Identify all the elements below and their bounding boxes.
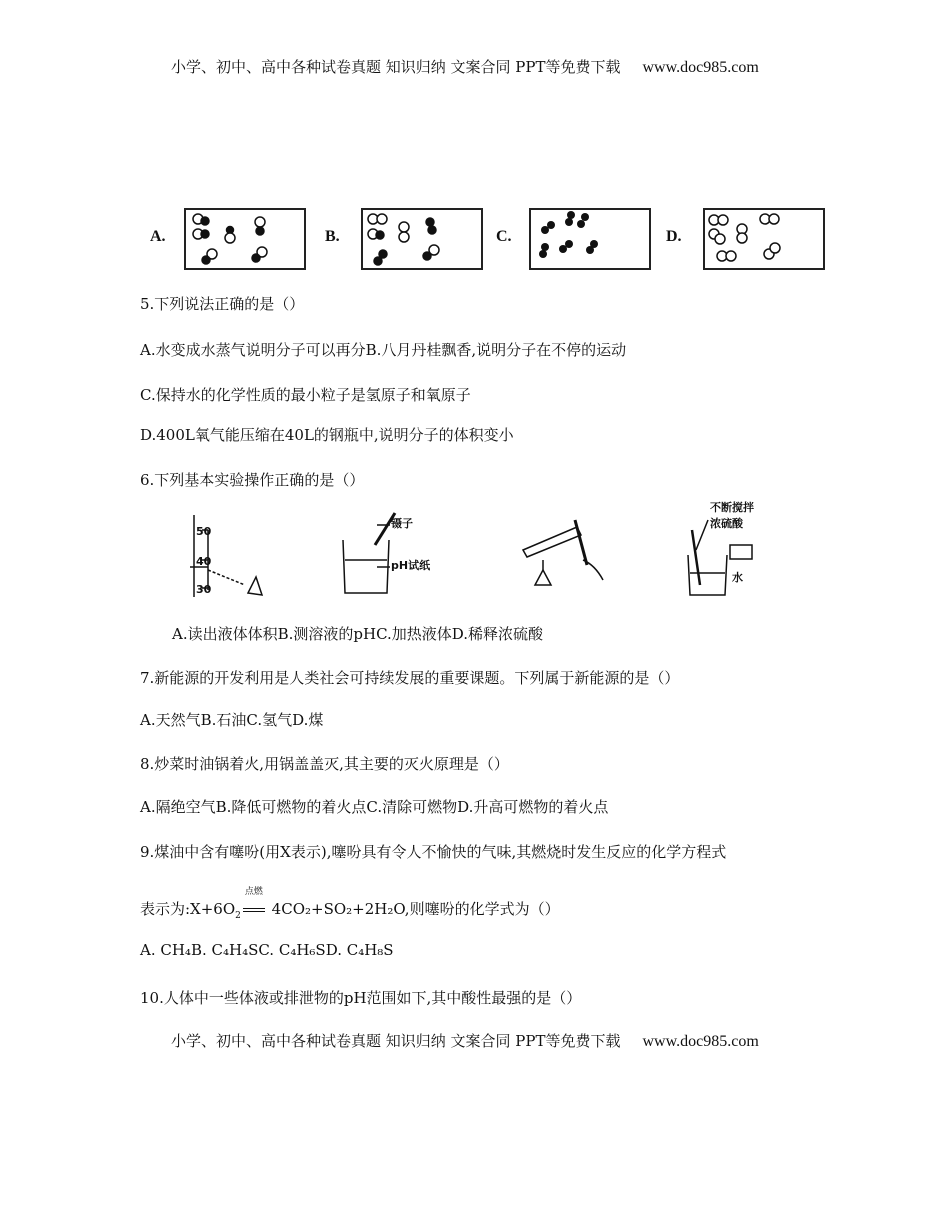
tick-30: 30 bbox=[196, 583, 212, 596]
question-9-options: A. CH₄B. C₄H₄SC. C₄H₆SD. C₄H₈S bbox=[140, 941, 394, 959]
tick-50: 50 bbox=[196, 525, 212, 538]
header-url[interactable]: www.doc985.com bbox=[642, 59, 759, 76]
tweezers-label: 镊子 bbox=[391, 517, 413, 530]
equation-question: 则噻吩的化学式为（） bbox=[409, 900, 560, 918]
page-header bbox=[171, 56, 759, 77]
heating-liquid-figure bbox=[515, 505, 615, 600]
ph-paper-label: pH试纸 bbox=[391, 559, 431, 572]
stir-label: 不断搅拌 bbox=[710, 501, 754, 514]
question-6-options: A.读出液体体积B.测溶液的pHC.加热液体D.稀释浓硫酸 bbox=[172, 625, 544, 643]
diluting-acid-figure bbox=[680, 501, 790, 600]
equation-reactants: 表示为:X+6O bbox=[140, 900, 236, 918]
reaction-arrow bbox=[241, 887, 267, 918]
molecule-diagram-b bbox=[361, 208, 483, 270]
question-6-stem: 6.下列基本实验操作正确的是（） bbox=[140, 471, 365, 489]
footer-text: 小学、初中、高中各种试卷真题 知识归纳 文案合同 PPT等免费下载 bbox=[171, 1032, 621, 1050]
question-5-stem: 5.下列说法正确的是（） bbox=[140, 295, 305, 313]
question-7-options: A.天然气B.石油C.氢气D.煤 bbox=[140, 711, 324, 729]
graduated-cylinder-figure bbox=[190, 505, 270, 600]
equation-products: 4CO₂+SO₂+2H₂O, bbox=[271, 900, 410, 918]
acid-label: 浓硫酸 bbox=[710, 517, 743, 530]
question-8-options: A.隔绝空气B.降低可燃物的着火点C.清除可燃物D.升高可燃物的着火点 bbox=[140, 798, 609, 816]
option-b-label: B. bbox=[325, 228, 340, 245]
tick-40: 40 bbox=[196, 555, 212, 568]
option-a-label: A. bbox=[150, 228, 166, 245]
option-d-label: D. bbox=[666, 228, 682, 245]
question-5-option-d: D.400L氧气能压缩在40L的钢瓶中,说明分子的体积变小 bbox=[140, 426, 514, 444]
page-footer bbox=[171, 1030, 759, 1051]
molecule-diagram-a bbox=[184, 208, 306, 270]
header-text: 小学、初中、高中各种试卷真题 知识归纳 文案合同 PPT等免费下载 bbox=[171, 58, 621, 76]
question-10-stem: 10.人体中一些体液或排泄物的pH范围如下,其中酸性最强的是（） bbox=[140, 989, 582, 1007]
question-5-options-ab: A.水变成水蒸气说明分子可以再分B.八月丹桂飘香,说明分子在不停的运动 bbox=[140, 341, 627, 359]
question-9-stem: 9.煤油中含有噻吩(用X表示),噻吩具有令人不愉快的气味,其燃烧时发生反应的化学方程式 bbox=[140, 843, 727, 861]
ph-test-figure bbox=[335, 505, 455, 600]
reaction-condition: 点燃 bbox=[244, 887, 263, 897]
molecule-diagram-c bbox=[529, 208, 651, 270]
question-8-stem: 8.炒菜时油锅着火,用锅盖盖灭,其主要的灭火原理是（） bbox=[140, 755, 509, 773]
option-c-label: C. bbox=[496, 228, 512, 245]
question-5-option-c: C.保持水的化学性质的最小粒子是氢原子和氧原子 bbox=[140, 386, 471, 404]
question-7-stem: 7.新能源的开发利用是人类社会可持续发展的重要课题。下列属于新能源的是（） bbox=[140, 669, 680, 687]
footer-url[interactable]: www.doc985.com bbox=[642, 1033, 759, 1050]
molecule-diagram-d bbox=[703, 208, 825, 270]
question-9-equation: 表示为$:X+6O_2$ 点燃 4CO₂+SO₂+2H₂O,则噻吩的化学式为（） bbox=[140, 898, 560, 921]
water-label: 水 bbox=[732, 571, 743, 584]
